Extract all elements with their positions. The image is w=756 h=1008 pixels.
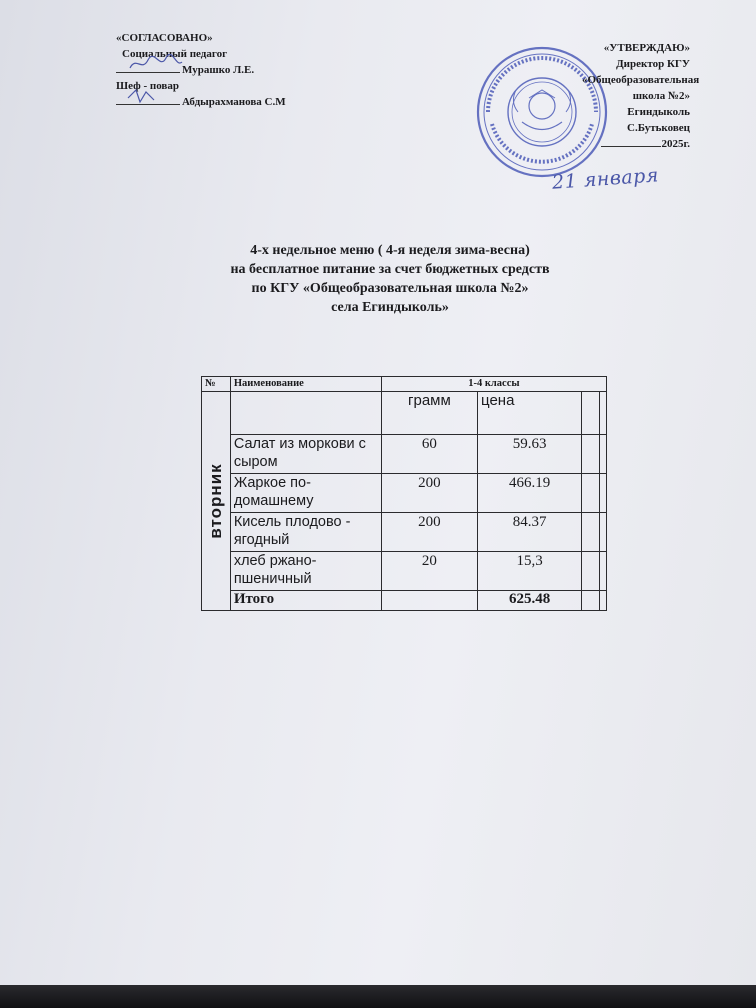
dish-price: 466.19	[478, 474, 582, 513]
empty-cell	[582, 513, 600, 552]
school-name-line2: школа №2»	[632, 90, 690, 102]
empty-cell	[582, 392, 600, 435]
handwritten-date: 21 января	[551, 164, 660, 194]
approval-right-heading: «УТВЕРЖДАЮ»	[603, 42, 690, 54]
subheader-empty	[230, 392, 381, 435]
day-cell	[202, 392, 231, 611]
total-price: 625.48	[478, 591, 582, 611]
dish-price: 84.37	[478, 513, 582, 552]
title-line-1: 4-х недельное меню ( 4-я неделя зима-весна)	[250, 243, 530, 258]
total-row	[202, 591, 607, 611]
empty-cell	[582, 552, 600, 591]
empty-cell	[599, 435, 606, 474]
signature-line	[116, 62, 180, 73]
approval-year: 2025г.	[661, 138, 690, 150]
table-row	[202, 513, 607, 552]
document-title	[140, 241, 640, 317]
table-row	[202, 435, 607, 474]
director-title: Директор КГУ	[616, 58, 690, 70]
empty-cell	[599, 474, 606, 513]
photo-edge-shadow	[0, 985, 756, 1008]
empty-cell	[582, 474, 600, 513]
approval-left-heading: «СОГЛАСОВАНО»	[116, 32, 213, 44]
subheader-price: цена	[478, 392, 582, 435]
dish-name: Салат из моркови с сыром	[230, 435, 381, 474]
header-number: №	[202, 377, 231, 392]
dish-gram: 200	[381, 513, 477, 552]
total-gram-empty	[381, 591, 477, 611]
director-name: С.Бутьковец	[627, 122, 690, 134]
dish-name: Кисель плодово - ягодный	[230, 513, 381, 552]
dish-gram: 20	[381, 552, 477, 591]
school-name-line1: «Общеобразовательная	[582, 74, 700, 86]
table-subheader-row	[202, 392, 607, 435]
empty-cell	[599, 392, 606, 435]
table-row	[202, 474, 607, 513]
header-class-group: 1-4 классы	[381, 377, 606, 392]
village-name: Егиндыколь	[627, 106, 690, 118]
table-row	[202, 552, 607, 591]
title-line-2: на бесплатное питание за счет бюджетных средств	[230, 262, 550, 277]
table-header-row	[202, 377, 607, 392]
subheader-gram: грамм	[381, 392, 477, 435]
empty-cell	[599, 552, 606, 591]
total-label: Итого	[230, 591, 381, 611]
chef-role: Шеф - повар	[116, 80, 179, 92]
empty-cell	[582, 591, 600, 611]
dish-gram: 60	[381, 435, 477, 474]
approval-left-block	[116, 30, 286, 110]
empty-cell	[582, 435, 600, 474]
approval-date	[582, 136, 690, 152]
header-name: Наименование	[230, 377, 381, 392]
dish-name: хлеб ржано-пшеничный	[230, 552, 381, 591]
dish-price: 59.63	[478, 435, 582, 474]
chef-name: Абдырахманова С.М	[182, 96, 286, 108]
approval-right-block	[582, 40, 700, 152]
empty-cell	[599, 591, 606, 611]
social-pedagogue-name: Мурашко Л.Е.	[182, 64, 255, 76]
day-label: вторник	[205, 463, 225, 539]
menu-table	[201, 376, 607, 611]
dish-name: Жаркое по-домашнему	[230, 474, 381, 513]
empty-cell	[599, 513, 606, 552]
social-pedagogue-role: Социальный педагог	[122, 48, 228, 60]
signature-scrawl	[126, 86, 186, 106]
title-line-3: по КГУ «Общеобразовательная школа №2»	[251, 281, 529, 296]
signature-line	[116, 94, 180, 105]
dish-gram: 200	[381, 474, 477, 513]
signature-scrawl	[126, 54, 186, 74]
dish-price: 15,3	[478, 552, 582, 591]
title-line-4: села Егиндыколь»	[331, 300, 449, 315]
